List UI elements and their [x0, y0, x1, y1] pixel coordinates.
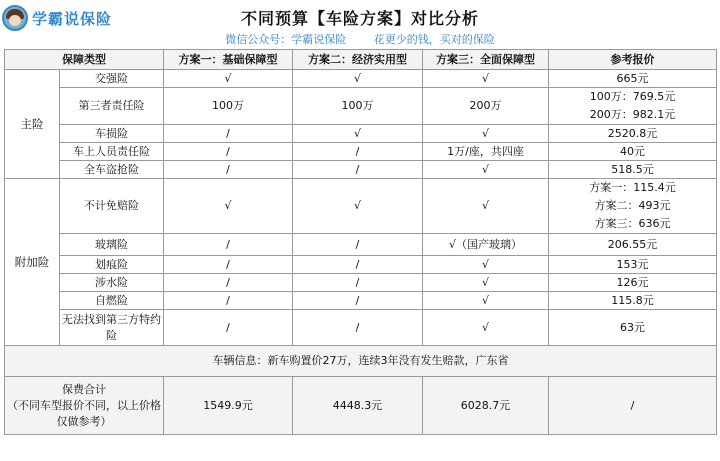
price-cell: 2520.8元 — [549, 125, 717, 143]
total-label: 保费合计 （不同车型报价不同，以上价格仅做参考） — [5, 377, 164, 435]
plan3-cell: √（国产玻璃） — [423, 234, 549, 256]
item-cell: 车上人员责任险 — [60, 143, 164, 161]
column-header: 方案二：经济实用型 — [293, 50, 423, 70]
plan3-cell: √ — [423, 179, 549, 234]
total-plan3: 6028.7元 — [423, 377, 549, 435]
column-header: 保障类型 — [5, 50, 164, 70]
wechat-account: 微信公众号：学霸说保险 — [225, 33, 347, 46]
item-cell: 无法找到第三方特约险 — [60, 310, 164, 346]
plan1-cell: / — [164, 234, 293, 256]
plan2-cell: √ — [293, 179, 423, 234]
item-cell: 不计免赔险 — [60, 179, 164, 234]
price-cell: 665元 — [549, 70, 717, 88]
category-cell: 主险 — [5, 70, 60, 179]
plan3-cell: 1万/座，共四座 — [423, 143, 549, 161]
plan2-cell: / — [293, 161, 423, 179]
subtitle — [0, 31, 720, 47]
item-cell: 全车盗抢险 — [60, 161, 164, 179]
slogan: 花更少的钱，买对的保险 — [373, 33, 495, 46]
plan1-cell: √ — [164, 179, 293, 234]
plan3-cell: √ — [423, 292, 549, 310]
column-header: 方案一：基础保障型 — [164, 50, 293, 70]
price-cell: 40元 — [549, 143, 717, 161]
table-row — [5, 161, 717, 179]
plan3-cell: √ — [423, 161, 549, 179]
plan1-cell: / — [164, 274, 293, 292]
price-line: 方案二：493元 — [594, 199, 671, 212]
vehicle-info-row — [5, 346, 717, 377]
price-cell — [549, 88, 717, 125]
table-row — [5, 292, 717, 310]
table-row — [5, 70, 717, 88]
plan2-cell: √ — [293, 125, 423, 143]
table-row — [5, 125, 717, 143]
column-header: 参考报价 — [549, 50, 717, 70]
plan1-cell: √ — [164, 70, 293, 88]
brand-name: 学霸说保险 — [32, 9, 113, 28]
plan1-cell: / — [164, 125, 293, 143]
price-cell: 206.55元 — [549, 234, 717, 256]
price-cell: 153元 — [549, 256, 717, 274]
comparison-table — [4, 49, 717, 435]
plan2-cell: 100万 — [293, 88, 423, 125]
plan3-cell: √ — [423, 125, 549, 143]
price-cell: 115.8元 — [549, 292, 717, 310]
price-cell: 63元 — [549, 310, 717, 346]
price-line: 方案三：636元 — [594, 217, 671, 230]
plan2-cell: / — [293, 256, 423, 274]
price-cell: 518.5元 — [549, 161, 717, 179]
plan1-cell: 100万 — [164, 88, 293, 125]
table-row — [5, 88, 717, 125]
total-row — [5, 377, 717, 435]
price-cell — [549, 179, 717, 234]
plan3-cell: √ — [423, 70, 549, 88]
price-line: 方案一：115.4元 — [589, 181, 676, 194]
page-title: 不同预算【车险方案】对比分析 — [240, 9, 479, 28]
vehicle-info: 车辆信息：新车购置价27万，连续3年没有发生赔款，广东省 — [5, 346, 717, 377]
table-row — [5, 274, 717, 292]
column-header: 方案三：全面保障型 — [423, 50, 549, 70]
table-row — [5, 179, 717, 234]
plan1-cell: / — [164, 256, 293, 274]
plan2-cell: / — [293, 234, 423, 256]
table-row — [5, 256, 717, 274]
item-cell: 玻璃险 — [60, 234, 164, 256]
plan3-cell: √ — [423, 274, 549, 292]
total-plan1: 1549.9元 — [164, 377, 293, 435]
table-row — [5, 234, 717, 256]
plan1-cell: / — [164, 161, 293, 179]
category-cell: 附加险 — [5, 179, 60, 346]
item-cell: 自燃险 — [60, 292, 164, 310]
plan2-cell: / — [293, 292, 423, 310]
plan3-cell: √ — [423, 256, 549, 274]
price-line: 200万：982.1元 — [589, 108, 676, 121]
item-cell: 划痕险 — [60, 256, 164, 274]
plan1-cell: / — [164, 310, 293, 346]
table-header-row — [5, 50, 717, 70]
plan3-cell: 200万 — [423, 88, 549, 125]
item-cell: 车损险 — [60, 125, 164, 143]
price-cell: 126元 — [549, 274, 717, 292]
plan1-cell: / — [164, 292, 293, 310]
plan2-cell: / — [293, 274, 423, 292]
plan2-cell: / — [293, 310, 423, 346]
total-plan2: 4448.3元 — [293, 377, 423, 435]
item-cell: 涉水险 — [60, 274, 164, 292]
plan2-cell: / — [293, 143, 423, 161]
plan2-cell: √ — [293, 70, 423, 88]
plan3-cell: √ — [423, 310, 549, 346]
price-line: 100万：769.5元 — [589, 90, 676, 103]
table-row — [5, 143, 717, 161]
total-price: / — [549, 377, 717, 435]
item-cell: 第三者责任险 — [60, 88, 164, 125]
table-row — [5, 310, 717, 346]
item-cell: 交强险 — [60, 70, 164, 88]
plan1-cell: / — [164, 143, 293, 161]
